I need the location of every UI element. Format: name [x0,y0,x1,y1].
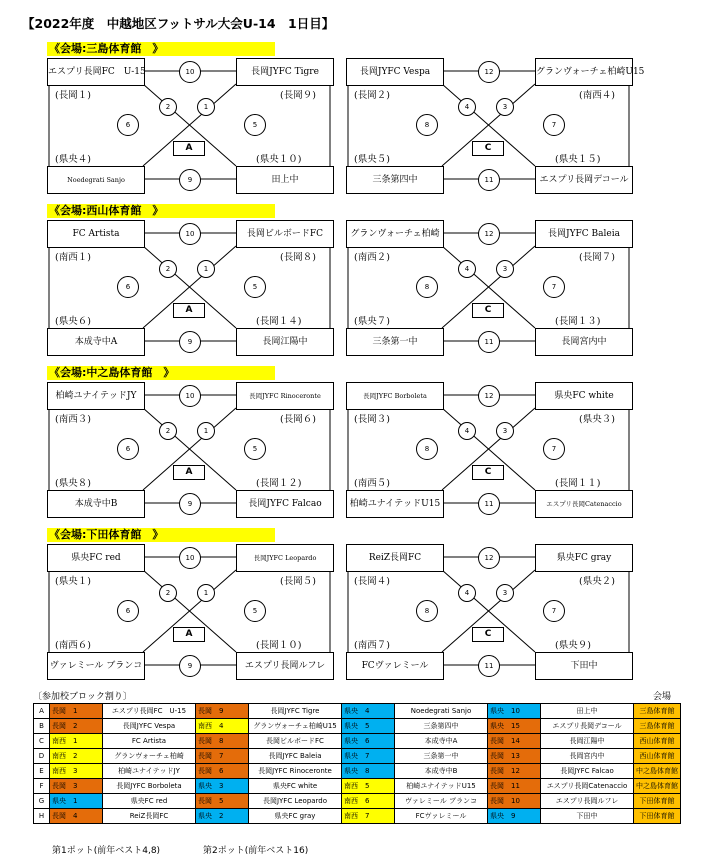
group-label: C [472,141,504,156]
match-number-cross-left: 2 [159,584,177,602]
seed-tag: 県央 10 [488,704,541,719]
footer-pot1: 第1ポット(前年ベスト4,8) [52,846,161,856]
footer-pot2: 第2ポット(前年ベスト16) [203,846,309,856]
seed-top-right: (長岡８) [280,252,316,263]
seed-top-left: (長岡１) [55,90,91,101]
venue-name: 三島体育館 [634,704,681,719]
venue-name: 中之島体育館 [634,779,681,794]
seed-bottom-left: (県央８) [55,478,91,489]
seed-tag: 南西 4 [196,719,249,734]
seed-tag: 長岡 13 [488,749,541,764]
team-bottom-right: 長岡江陽中 [236,328,334,356]
team-bottom-right: エスプリ長岡Catenaccio [535,490,633,518]
match-number-cross-left: 4 [458,98,476,116]
group-letter: B [34,719,50,734]
match-number-cross-left: 2 [159,260,177,278]
match-number-top: 12 [478,547,500,569]
match-number-cross-right: 1 [197,98,215,116]
team-bottom-right: 長岡JYFC Falcao [236,490,334,518]
group-letter: C [34,734,50,749]
seed-bottom-left: (県央７) [354,316,390,327]
group-letter: A [34,704,50,719]
group-letter: G [34,794,50,809]
team-bottom-left: ヴァレミール ブランコ [47,652,145,680]
match-number-left: 8 [416,276,438,298]
team-top-right: 県央FC gray [535,544,633,572]
match-number-right: 5 [244,438,266,460]
seed-bottom-right: (長岡１３) [555,316,601,327]
team-bottom-left: FCヴァレミール [346,652,444,680]
venue-name: 西山体育館 [634,734,681,749]
seed-tag: 南西 3 [50,764,103,779]
match-number-bottom: 11 [478,169,500,191]
venue-name: 中之島体育館 [634,764,681,779]
match-number-right: 7 [543,276,565,298]
team-name: 長岡JYFC Vespa [103,719,196,734]
match-number-cross-right: 3 [496,260,514,278]
group-letter: F [34,779,50,794]
team-top-left: 県央FC red [47,544,145,572]
match-number-left: 6 [117,114,139,136]
team-name: グランヴォーチェ柏崎 [103,749,196,764]
seed-tag: 県央 2 [196,809,249,824]
team-name: グランヴォーチェ柏崎U15 [249,719,342,734]
seed-top-right: (長岡９) [280,90,316,101]
seed-tag: 県央 5 [342,719,395,734]
team-top-left: エスプリ長岡FC U-15 [47,58,145,86]
venue-label: 《会場:下田体育館 》 [47,528,275,542]
team-name: 長岡宮内中 [541,749,634,764]
team-top-left: 長岡JYFC Vespa [346,58,444,86]
venue-name: 西山体育館 [634,749,681,764]
match-number-top: 12 [478,385,500,407]
seed-bottom-left: (県央６) [55,316,91,327]
seed-tag: 県央 8 [342,764,395,779]
seed-tag: 長岡 14 [488,734,541,749]
match-number-right: 7 [543,600,565,622]
match-number-bottom: 11 [478,655,500,677]
table-row [34,704,681,719]
match-number-top: 12 [478,61,500,83]
team-name: 三条第四中 [395,719,488,734]
team-name: 長岡JYFC Rinoceronte [249,764,342,779]
team-top-left: グランヴォーチェ柏崎 [346,220,444,248]
group-letter: E [34,764,50,779]
seed-tag: 長岡 9 [196,704,249,719]
seed-tag: 長岡 12 [488,764,541,779]
seed-top-left: (南西３) [55,414,91,425]
team-name: エスプリ長岡FC U-15 [103,704,196,719]
team-name: 下田中 [541,809,634,824]
seed-top-right: (長岡５) [280,576,316,587]
seed-tag: 長岡 10 [488,794,541,809]
seed-top-left: (南西１) [55,252,91,263]
match-number-cross-left: 4 [458,422,476,440]
seed-bottom-right: (県央１５) [555,154,601,165]
table-row [34,809,681,824]
group-letter: D [34,749,50,764]
match-number-cross-right: 3 [496,584,514,602]
seed-top-right: (長岡７) [579,252,615,263]
team-name: 県央FC white [249,779,342,794]
match-number-left: 8 [416,438,438,460]
table-row [34,764,681,779]
seed-top-left: (南西２) [354,252,390,263]
seed-top-left: (長岡４) [354,576,390,587]
team-bottom-left: 本成寺中B [47,490,145,518]
block-assignment-table [33,703,681,824]
team-name: 柏崎ユナイテッドU15 [395,779,488,794]
match-number-bottom: 11 [478,331,500,353]
team-bottom-left: 三条第一中 [346,328,444,356]
team-name: 県央FC red [103,794,196,809]
group-label: A [173,465,205,480]
team-name: 長岡JYFC Borboleta [103,779,196,794]
seed-bottom-left: (県央４) [55,154,91,165]
venue-header: 会場 [653,692,672,702]
team-bottom-left: 本成寺中A [47,328,145,356]
seed-bottom-left: (南西６) [55,640,91,651]
team-bottom-left: Noedegrati Sanjo [47,166,145,194]
seed-bottom-right: (長岡１０) [256,640,302,651]
seed-top-right: (県央３) [579,414,615,425]
seed-bottom-left: (南西５) [354,478,390,489]
match-number-cross-right: 3 [496,422,514,440]
team-name: 田上中 [541,704,634,719]
match-number-cross-left: 2 [159,422,177,440]
group-letter: H [34,809,50,824]
table-row [34,719,681,734]
seed-tag: 県央 3 [196,779,249,794]
seed-tag: 南西 2 [50,749,103,764]
venue-label: 《会場:三島体育館 》 [47,42,275,56]
venue-name: 三島体育館 [634,719,681,734]
seed-top-right: (南西４) [579,90,615,101]
seed-top-right: (県央２) [579,576,615,587]
group-label: C [472,303,504,318]
seed-top-left: (長岡２) [354,90,390,101]
match-number-bottom: 9 [179,655,201,677]
seed-tag: 長岡 3 [50,779,103,794]
team-name: 長岡ビルボードFC [249,734,342,749]
match-number-cross-right: 1 [197,584,215,602]
seed-tag: 県央 4 [342,704,395,719]
seed-bottom-right: (県央９) [555,640,591,651]
match-number-top: 10 [179,385,201,407]
team-bottom-left: 柏崎ユナイテッドU15 [346,490,444,518]
team-name: 長岡JYFC Baleia [249,749,342,764]
match-number-top: 10 [179,223,201,245]
team-name: 本成寺中B [395,764,488,779]
group-label: A [173,627,205,642]
seed-tag: 南西 5 [342,779,395,794]
team-top-left: 長岡JYFC Borboleta [346,382,444,410]
seed-tag: 長岡 7 [196,749,249,764]
match-number-cross-left: 4 [458,260,476,278]
team-top-left: 柏崎ユナイテッドJY [47,382,145,410]
match-number-top: 10 [179,547,201,569]
match-number-right: 5 [244,276,266,298]
team-name: FCヴァレミール [395,809,488,824]
seed-bottom-right: (長岡１２) [256,478,302,489]
team-top-right: 長岡JYFC Tigre [236,58,334,86]
team-name: ReiZ長岡FC [103,809,196,824]
seed-bottom-right: (長岡１１) [555,478,601,489]
team-name: 長岡江陽中 [541,734,634,749]
seed-top-left: (長岡３) [354,414,390,425]
match-number-left: 6 [117,438,139,460]
venue-label: 《会場:中之島体育館 》 [47,366,275,380]
team-name: 柏崎ユナイテッドJY [103,764,196,779]
match-number-cross-right: 3 [496,98,514,116]
table-row [34,779,681,794]
team-top-right: 長岡ビルボードFC [236,220,334,248]
table-row [34,734,681,749]
match-number-right: 7 [543,438,565,460]
seed-bottom-left: (南西７) [354,640,390,651]
seed-tag: 長岡 1 [50,704,103,719]
seed-tag: 県央 9 [488,809,541,824]
group-label: C [472,627,504,642]
seed-bottom-left: (県央５) [354,154,390,165]
team-top-left: ReiZ長岡FC [346,544,444,572]
team-bottom-left: 三条第四中 [346,166,444,194]
team-name: エスプリ長岡デコール [541,719,634,734]
team-bottom-right: 下田中 [535,652,633,680]
seed-tag: 南西 7 [342,809,395,824]
match-number-right: 5 [244,114,266,136]
team-name: ヴァレミール ブランコ [395,794,488,809]
match-number-right: 5 [244,600,266,622]
seed-tag: 長岡 6 [196,764,249,779]
table-row [34,794,681,809]
match-number-left: 8 [416,600,438,622]
seed-tag: 南西 6 [342,794,395,809]
seed-tag: 南西 1 [50,734,103,749]
team-top-right: 長岡JYFC Baleia [535,220,633,248]
seed-tag: 県央 7 [342,749,395,764]
seed-tag: 県央 15 [488,719,541,734]
venue-label: 《会場:西山体育館 》 [47,204,275,218]
match-number-cross-left: 2 [159,98,177,116]
match-number-bottom: 9 [179,331,201,353]
team-top-left: FC Artista [47,220,145,248]
group-label: A [173,141,205,156]
seed-tag: 長岡 8 [196,734,249,749]
team-bottom-right: 長岡宮内中 [535,328,633,356]
seed-top-left: (県央１) [55,576,91,587]
team-bottom-right: 田上中 [236,166,334,194]
venue-name: 下田体育館 [634,794,681,809]
match-number-right: 7 [543,114,565,136]
team-top-right: 長岡JYFC Rinoceronte [236,382,334,410]
match-number-left: 6 [117,276,139,298]
match-number-left: 8 [416,114,438,136]
team-name: 本成寺中A [395,734,488,749]
seed-tag: 県央 1 [50,794,103,809]
group-label: C [472,465,504,480]
match-number-cross-left: 4 [458,584,476,602]
match-number-bottom: 9 [179,493,201,515]
seed-tag: 長岡 5 [196,794,249,809]
match-number-cross-right: 1 [197,422,215,440]
match-number-left: 6 [117,600,139,622]
team-name: 長岡JYFC Falcao [541,764,634,779]
match-number-bottom: 11 [478,493,500,515]
team-name: 三条第一中 [395,749,488,764]
match-number-cross-right: 1 [197,260,215,278]
team-name: FC Artista [103,734,196,749]
match-number-top: 12 [478,223,500,245]
team-name: 県央FC gray [249,809,342,824]
team-name: エスプリ長岡Catenaccio [541,779,634,794]
team-name: 長岡JYFC Tigre [249,704,342,719]
team-name: Noedegrati Sanjo [395,704,488,719]
match-number-top: 10 [179,61,201,83]
team-top-right: グランヴォーチェ柏崎U15 [535,58,633,86]
table-caption: 〔参加校ブロック割り〕 [33,692,132,702]
team-top-right: 長岡JYFC Leopardo [236,544,334,572]
team-bottom-right: エスプリ長岡デコール [535,166,633,194]
seed-top-right: (長岡６) [280,414,316,425]
seed-tag: 長岡 4 [50,809,103,824]
seed-bottom-right: (県央１０) [256,154,302,165]
page-title: 【2022年度 中越地区フットサル大会U-14 1日目】 [22,16,335,31]
seed-bottom-right: (長岡１４) [256,316,302,327]
match-number-bottom: 9 [179,169,201,191]
team-bottom-right: エスプリ長岡ルフレ [236,652,334,680]
seed-tag: 長岡 11 [488,779,541,794]
team-name: 長岡JYFC Leopardo [249,794,342,809]
table-row [34,749,681,764]
seed-tag: 県央 6 [342,734,395,749]
team-top-right: 県央FC white [535,382,633,410]
team-name: エスプリ長岡ルフレ [541,794,634,809]
seed-tag: 長岡 2 [50,719,103,734]
venue-name: 下田体育館 [634,809,681,824]
group-label: A [173,303,205,318]
